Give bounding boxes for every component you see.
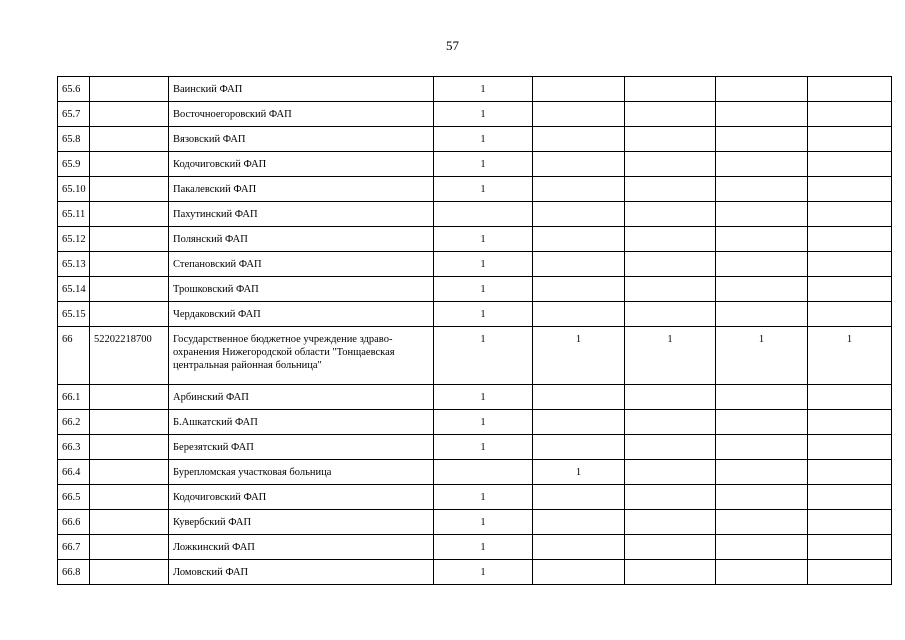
code-cell: 52202218700 — [90, 327, 169, 385]
table-body — [58, 77, 892, 585]
value-cell-4 — [716, 152, 808, 177]
code-cell — [90, 277, 169, 302]
facility-name-cell: Трошковский ФАП — [169, 277, 434, 302]
row-number-cell: 65.7 — [58, 102, 90, 127]
value-cell-5 — [808, 152, 892, 177]
code-cell — [90, 252, 169, 277]
value-cell-2 — [533, 202, 625, 227]
table-row — [58, 435, 892, 460]
value-cell-2 — [533, 102, 625, 127]
value-cell-2 — [533, 277, 625, 302]
value-cell-2 — [533, 435, 625, 460]
table-row — [58, 510, 892, 535]
code-cell — [90, 202, 169, 227]
code-cell — [90, 460, 169, 485]
code-cell — [90, 385, 169, 410]
value-cell-4 — [716, 485, 808, 510]
row-number-cell: 65.13 — [58, 252, 90, 277]
value-cell-1: 1 — [434, 560, 533, 585]
value-cell-1: 1 — [434, 227, 533, 252]
value-cell-3 — [625, 385, 716, 410]
value-cell-5 — [808, 560, 892, 585]
code-cell — [90, 535, 169, 560]
code-cell — [90, 227, 169, 252]
value-cell-4 — [716, 535, 808, 560]
code-cell — [90, 102, 169, 127]
table-row — [58, 410, 892, 435]
value-cell-3 — [625, 202, 716, 227]
value-cell-5 — [808, 460, 892, 485]
value-cell-3 — [625, 302, 716, 327]
code-cell — [90, 435, 169, 460]
facility-name-cell: Степановский ФАП — [169, 252, 434, 277]
value-cell-1: 1 — [434, 435, 533, 460]
value-cell-2: 1 — [533, 460, 625, 485]
table-row — [58, 535, 892, 560]
value-cell-5 — [808, 252, 892, 277]
value-cell-3 — [625, 460, 716, 485]
table-row — [58, 152, 892, 177]
value-cell-1 — [434, 202, 533, 227]
value-cell-3 — [625, 77, 716, 102]
facility-name-cell: Б.Ашкатский ФАП — [169, 410, 434, 435]
value-cell-4 — [716, 410, 808, 435]
value-cell-3 — [625, 485, 716, 510]
value-cell-3 — [625, 560, 716, 585]
value-cell-1: 1 — [434, 385, 533, 410]
facility-name-cell: Кувербский ФАП — [169, 510, 434, 535]
code-cell — [90, 410, 169, 435]
value-cell-1: 1 — [434, 277, 533, 302]
code-cell — [90, 510, 169, 535]
facility-name-cell: Восточноегоровский ФАП — [169, 102, 434, 127]
code-cell — [90, 485, 169, 510]
value-cell-1: 1 — [434, 535, 533, 560]
table-row — [58, 302, 892, 327]
row-number-cell: 66.5 — [58, 485, 90, 510]
table-row — [58, 385, 892, 410]
value-cell-5 — [808, 435, 892, 460]
row-number-cell: 65.9 — [58, 152, 90, 177]
facilities-table — [57, 76, 892, 585]
value-cell-4 — [716, 77, 808, 102]
facility-name-cell: Ложкинский ФАП — [169, 535, 434, 560]
value-cell-3 — [625, 277, 716, 302]
value-cell-4 — [716, 460, 808, 485]
value-cell-1: 1 — [434, 77, 533, 102]
value-cell-5 — [808, 385, 892, 410]
value-cell-4 — [716, 302, 808, 327]
value-cell-2 — [533, 485, 625, 510]
value-cell-5 — [808, 410, 892, 435]
value-cell-5 — [808, 127, 892, 152]
facility-name-cell: Кодочиговский ФАП — [169, 152, 434, 177]
value-cell-4 — [716, 102, 808, 127]
row-number-cell: 66 — [58, 327, 90, 385]
facility-name-cell: Чердаковский ФАП — [169, 302, 434, 327]
row-number-cell: 66.7 — [58, 535, 90, 560]
facility-name-cell: Бурепломская участковая больница — [169, 460, 434, 485]
code-cell — [90, 302, 169, 327]
page-number: 57 — [446, 38, 459, 53]
code-cell — [90, 560, 169, 585]
table-row — [58, 327, 892, 385]
value-cell-1: 1 — [434, 485, 533, 510]
value-cell-4: 1 — [716, 327, 808, 385]
value-cell-2 — [533, 535, 625, 560]
value-cell-3: 1 — [625, 327, 716, 385]
value-cell-4 — [716, 127, 808, 152]
value-cell-1: 1 — [434, 102, 533, 127]
code-cell — [90, 152, 169, 177]
value-cell-2 — [533, 385, 625, 410]
value-cell-2 — [533, 77, 625, 102]
value-cell-5 — [808, 535, 892, 560]
value-cell-5 — [808, 302, 892, 327]
table-row — [58, 252, 892, 277]
table-row — [58, 102, 892, 127]
value-cell-5 — [808, 485, 892, 510]
value-cell-3 — [625, 410, 716, 435]
value-cell-5 — [808, 227, 892, 252]
row-number-cell: 65.10 — [58, 177, 90, 202]
table-row — [58, 177, 892, 202]
value-cell-2 — [533, 410, 625, 435]
value-cell-1: 1 — [434, 127, 533, 152]
table-row — [58, 485, 892, 510]
value-cell-4 — [716, 177, 808, 202]
row-number-cell: 65.6 — [58, 77, 90, 102]
value-cell-1: 1 — [434, 510, 533, 535]
table-row — [58, 560, 892, 585]
value-cell-1: 1 — [434, 327, 533, 385]
facility-name-cell: Березятский ФАП — [169, 435, 434, 460]
value-cell-5 — [808, 177, 892, 202]
value-cell-3 — [625, 127, 716, 152]
value-cell-2 — [533, 127, 625, 152]
value-cell-2 — [533, 510, 625, 535]
value-cell-3 — [625, 227, 716, 252]
value-cell-3 — [625, 435, 716, 460]
value-cell-3 — [625, 252, 716, 277]
value-cell-5 — [808, 510, 892, 535]
row-number-cell: 65.11 — [58, 202, 90, 227]
value-cell-2: 1 — [533, 327, 625, 385]
value-cell-1: 1 — [434, 152, 533, 177]
value-cell-4 — [716, 252, 808, 277]
row-number-cell: 66.6 — [58, 510, 90, 535]
facility-name-cell: Полянский ФАП — [169, 227, 434, 252]
facility-name-cell: Государственное бюджетное учреждение здраво-охранения Нижегородской области "Тонщаевская центральная районная больница" — [169, 327, 434, 385]
value-cell-3 — [625, 152, 716, 177]
facility-name-cell: Ваинский ФАП — [169, 77, 434, 102]
value-cell-2 — [533, 177, 625, 202]
table-row — [58, 277, 892, 302]
value-cell-4 — [716, 227, 808, 252]
table-row — [58, 227, 892, 252]
value-cell-2 — [533, 152, 625, 177]
value-cell-3 — [625, 102, 716, 127]
facility-name-cell: Ломовский ФАП — [169, 560, 434, 585]
value-cell-2 — [533, 227, 625, 252]
value-cell-5: 1 — [808, 327, 892, 385]
row-number-cell: 65.14 — [58, 277, 90, 302]
value-cell-2 — [533, 252, 625, 277]
row-number-cell: 66.4 — [58, 460, 90, 485]
value-cell-3 — [625, 177, 716, 202]
value-cell-4 — [716, 202, 808, 227]
value-cell-1 — [434, 460, 533, 485]
value-cell-3 — [625, 510, 716, 535]
value-cell-1: 1 — [434, 302, 533, 327]
row-number-cell: 66.1 — [58, 385, 90, 410]
table-row — [58, 202, 892, 227]
value-cell-2 — [533, 560, 625, 585]
value-cell-4 — [716, 277, 808, 302]
value-cell-1: 1 — [434, 252, 533, 277]
row-number-cell: 65.8 — [58, 127, 90, 152]
value-cell-1: 1 — [434, 177, 533, 202]
value-cell-3 — [625, 535, 716, 560]
row-number-cell: 65.12 — [58, 227, 90, 252]
facility-name-cell: Пахутинский ФАП — [169, 202, 434, 227]
code-cell — [90, 177, 169, 202]
value-cell-5 — [808, 77, 892, 102]
row-number-cell: 66.8 — [58, 560, 90, 585]
row-number-cell: 66.3 — [58, 435, 90, 460]
facility-name-cell: Пакалевский ФАП — [169, 177, 434, 202]
value-cell-4 — [716, 510, 808, 535]
facility-name-cell: Арбинский ФАП — [169, 385, 434, 410]
row-number-cell: 65.15 — [58, 302, 90, 327]
table-row — [58, 460, 892, 485]
row-number-cell: 66.2 — [58, 410, 90, 435]
facility-name-cell: Кодочиговский ФАП — [169, 485, 434, 510]
value-cell-4 — [716, 560, 808, 585]
code-cell — [90, 77, 169, 102]
table-row — [58, 77, 892, 102]
facility-name-cell: Вязовский ФАП — [169, 127, 434, 152]
value-cell-4 — [716, 435, 808, 460]
table-row — [58, 127, 892, 152]
code-cell — [90, 127, 169, 152]
value-cell-5 — [808, 102, 892, 127]
value-cell-5 — [808, 277, 892, 302]
value-cell-5 — [808, 202, 892, 227]
value-cell-4 — [716, 385, 808, 410]
value-cell-1: 1 — [434, 410, 533, 435]
value-cell-2 — [533, 302, 625, 327]
